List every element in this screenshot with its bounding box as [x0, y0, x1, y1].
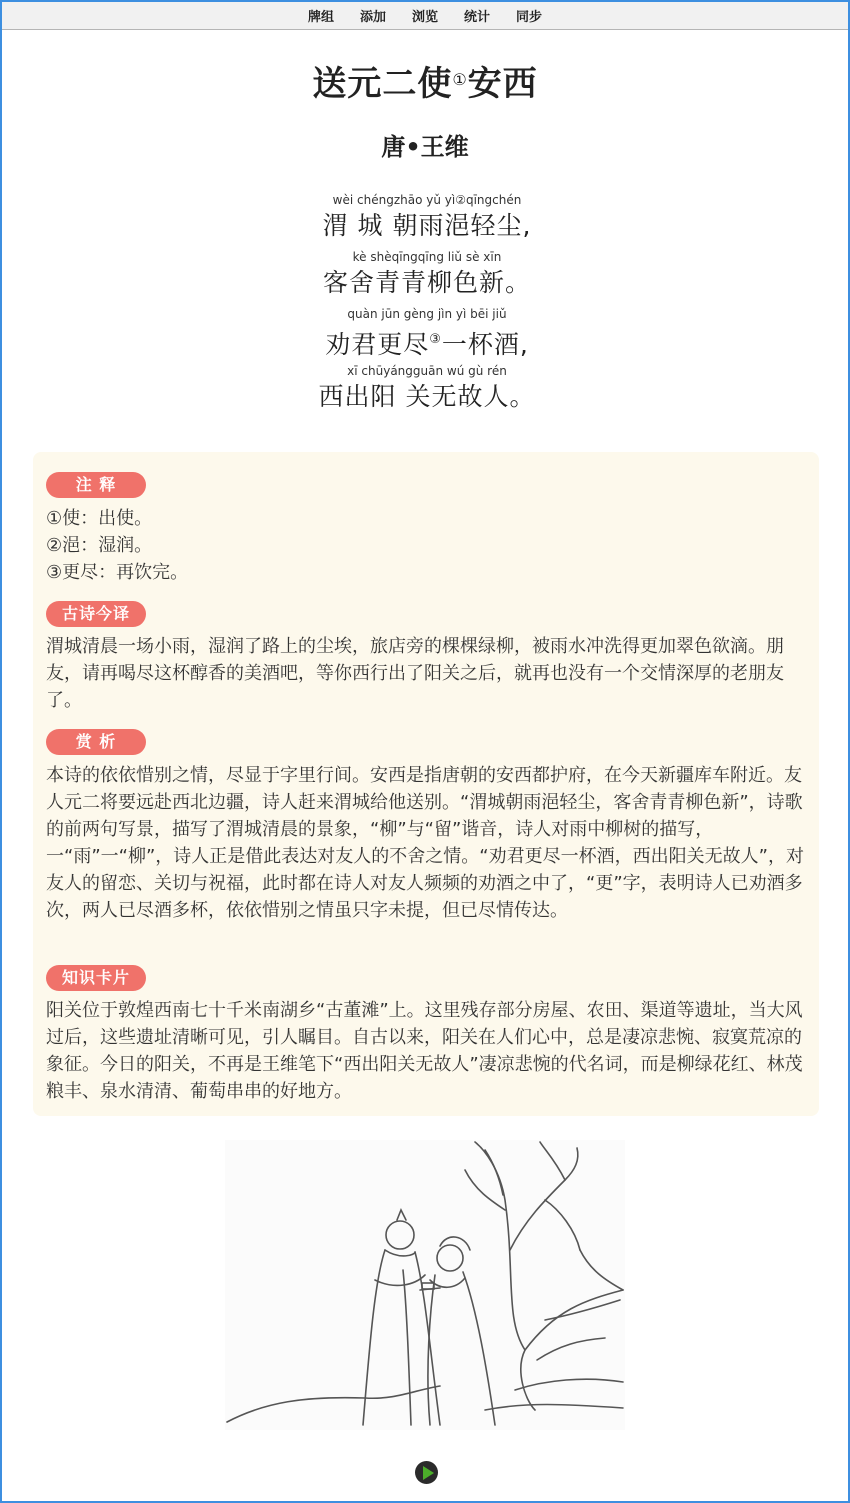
verse: [2, 323, 850, 362]
pinyin: xī chūyángguān wú gù rén: [347, 364, 507, 378]
note-item: ①使：出使。: [46, 508, 153, 529]
notes-panel: [33, 452, 819, 1116]
menu-stats[interactable]: 统计: [464, 10, 491, 25]
notes-list: [46, 505, 810, 586]
menu-sync[interactable]: 同步: [516, 10, 543, 25]
poem-line: [2, 249, 850, 306]
title-footnote-mark: ①: [452, 70, 468, 89]
verse-part: 劝君更尽: [325, 330, 430, 359]
top-menu-bar: [2, 2, 848, 30]
poem-author: 唐•王维: [381, 133, 469, 161]
translation-text: 渭城清晨一场小雨，湿润了路上的尘埃，旅店旁的棵棵绿柳，被雨水冲洗得更加翠色欲滴。朋友，请再喝尽这杯醇香的美酒吧，等你西行出了阳关之后，就再也没有一个交情深厚的老朋友了。: [46, 636, 784, 711]
farewell-illustration: [225, 1140, 625, 1430]
note-item: ③更尽：再饮完。: [46, 562, 189, 583]
menu-decks[interactable]: 牌组: [307, 10, 334, 25]
title-text: 送元二使: [312, 64, 453, 104]
title-text-rest: 安西: [467, 64, 538, 104]
knowledge-text: 阳关位于敦煌西南七十千米南湖乡“古董滩”上。这里残存部分房屋、农田、渠道等遗址，当大风过后，这些遗址清晰可见，引人瞩目。自古以来，阳关在人们心中，总是凄凉悲惋、寂寞荒凉的象征。今日的阳关，不再是王维笔下“西出阳关无故人”凄凉悲惋的代名词，而是柳绿花红、林茂粮丰、泉水清清、葡萄串串的好地方。: [46, 1000, 803, 1102]
menu-add[interactable]: 添加: [359, 10, 386, 25]
note-item: ②浥：湿润。: [46, 535, 153, 556]
verse: 客舍青青柳色新。: [322, 268, 531, 297]
pinyin: quàn jūn gèng jìn yì bēi jiǔ: [347, 307, 507, 321]
section-label-knowledge: 知识卡片: [46, 965, 146, 991]
play-audio-button[interactable]: [415, 1461, 438, 1484]
verse: 渭 城 朝雨浥轻尘,: [322, 211, 532, 240]
verse-part: 一杯酒,: [441, 330, 529, 359]
section-label-notes: 注 释: [46, 472, 146, 498]
pinyin: wèi chéngzhāo yǔ yì②qīngchén: [332, 193, 522, 207]
verse: 西出阳 关无故人。: [318, 382, 536, 411]
poem-line: [2, 363, 850, 420]
section-label-translation: 古诗今译: [46, 601, 146, 627]
poem-line: [2, 306, 850, 363]
appreciation-text: 本诗的依依惜别之情，尽显于字里行间。安西是指唐朝的安西都护府，在今天新疆库车附近。友人元二将要远赴西北边疆，诗人赶来渭城给他送别。“渭城朝雨浥轻尘，客舍青青柳色新”，诗歌的前两句写景，描写了渭城清晨的景象，“柳”与“留”谐音，诗人对雨中柳树的描写，一“雨”一“柳”，诗人正是借此表达对友人的不舍之情。“劝君更尽一杯酒，西出阳关无故人”，对友人的留恋、关切与祝福，此时都在诗人对友人频频的劝酒之中了，“更”字，表明诗人已劝酒多次，两人已尽酒多杯，依依惜别之情虽只字未提，但已尽情传达。: [46, 765, 804, 921]
pinyin: kè shèqīngqīng liǔ sè xīn: [352, 250, 502, 264]
menu-browse[interactable]: 浏览: [411, 10, 438, 25]
verse-footnote-mark: ③: [429, 332, 442, 347]
section-label-appreciation: 赏 析: [46, 729, 146, 755]
poem-line: [2, 192, 850, 249]
poem-title: [2, 56, 848, 105]
poem-body: [2, 192, 850, 420]
